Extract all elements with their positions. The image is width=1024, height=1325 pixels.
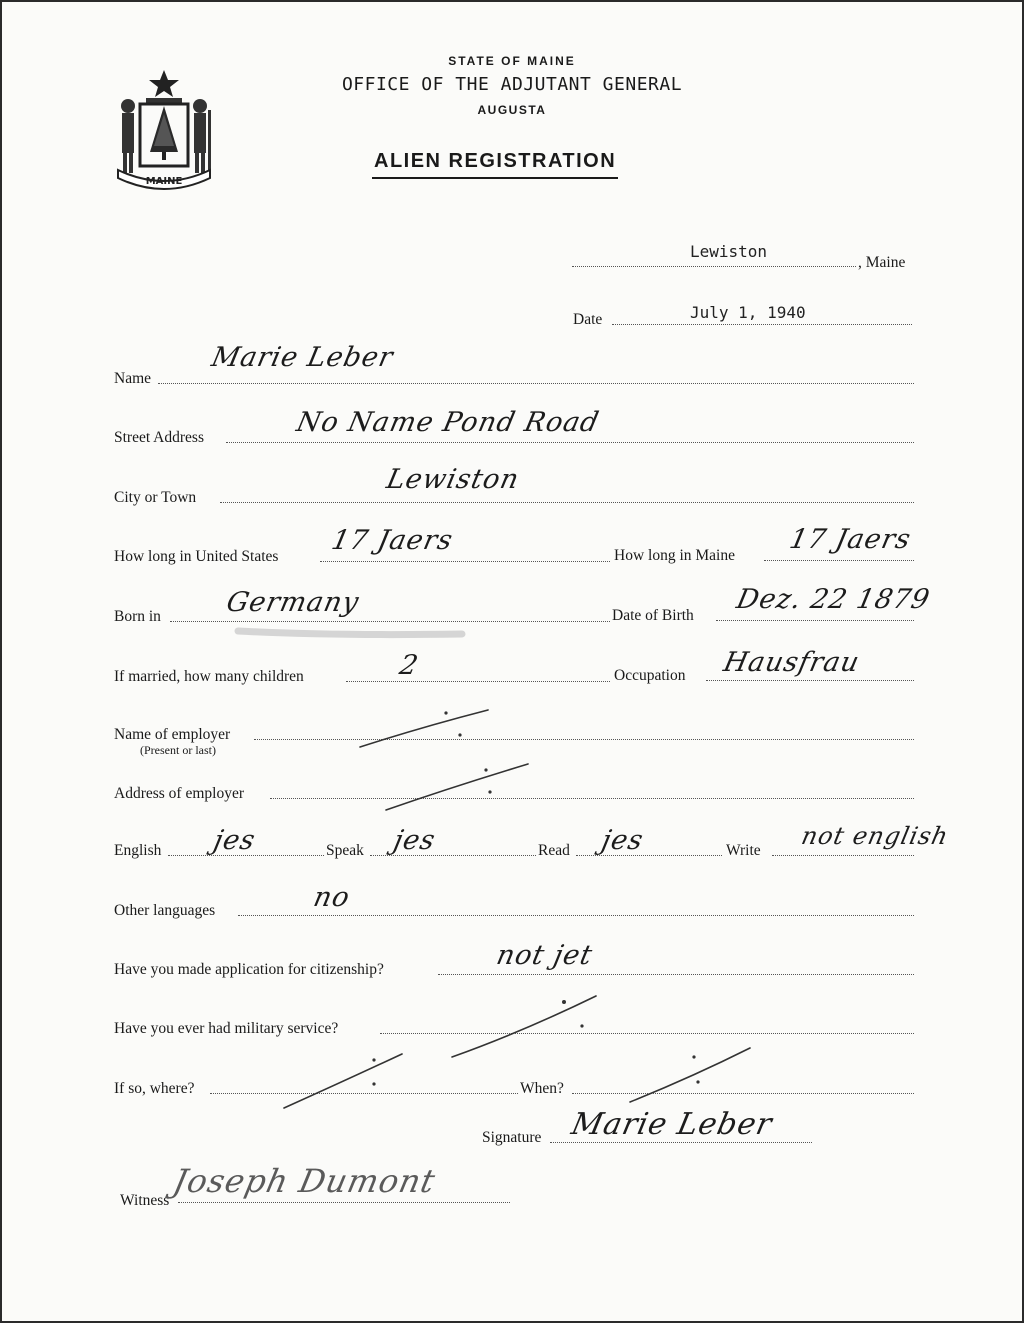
other-languages-line: [238, 915, 914, 916]
date-value: July 1, 1940: [690, 303, 806, 322]
write-line: [772, 855, 914, 856]
born-label: Born in: [114, 608, 161, 625]
other-languages-value: no: [310, 882, 353, 913]
write-label: Write: [726, 842, 761, 859]
employer-note: (Present or last): [140, 743, 216, 757]
seal-lettering: MAINE: [145, 176, 183, 187]
name-label: Name: [114, 370, 152, 387]
date-label: Date: [573, 311, 603, 328]
english-value: jes: [210, 825, 259, 856]
name-line: [158, 383, 914, 384]
read-value: jes: [598, 825, 647, 856]
military-label: Have you ever had military service?: [114, 1020, 339, 1037]
citizenship-label: Have you made application for citizenship?: [114, 961, 384, 978]
date-line: [612, 324, 912, 325]
speak-value: jes: [390, 825, 439, 856]
place-value: Lewiston: [690, 242, 768, 261]
place-line: [572, 266, 856, 267]
maine-time-value: 17 Jaers: [786, 524, 914, 555]
city-heading: AUGUSTA: [477, 103, 547, 117]
employer-address-label: Address of employer: [114, 785, 244, 802]
where-label: If so, where?: [114, 1080, 195, 1097]
military-line: [380, 1033, 914, 1034]
english-label: English: [114, 842, 162, 859]
employer-address-line: [270, 798, 914, 799]
city-label: City or Town: [114, 489, 197, 506]
employer-line: [254, 739, 914, 740]
witness-label: Witness: [120, 1192, 170, 1209]
dob-line: [716, 620, 914, 621]
street-line: [226, 442, 914, 443]
signature-value: Marie Leber: [568, 1107, 776, 1142]
us-time-value: 17 Jaers: [328, 525, 456, 556]
born-value: Germany: [223, 587, 363, 618]
citizenship-line: [438, 974, 914, 975]
when-label: When?: [520, 1080, 564, 1097]
citizenship-value: not jet: [493, 940, 596, 971]
street-value: No Name Pond Road: [293, 407, 603, 438]
other-languages-label: Other languages: [114, 902, 216, 919]
children-value: 2: [396, 650, 422, 681]
city-value: Lewiston: [383, 464, 523, 495]
signature-label: Signature: [482, 1129, 542, 1146]
state-heading: STATE OF MAINE: [448, 54, 576, 68]
children-line: [346, 681, 610, 682]
form-title: ALIEN REGISTRATION: [372, 150, 618, 179]
write-value: not english: [799, 822, 952, 850]
name-value: Marie Leber: [208, 342, 397, 373]
us-time-label: How long in United States: [114, 548, 279, 565]
dob-label: Date of Birth: [612, 607, 694, 624]
employer-label: Name of employer: [114, 726, 231, 743]
signature-line: [550, 1142, 812, 1143]
street-label: Street Address: [114, 429, 204, 446]
witness-line: [178, 1202, 510, 1203]
occupation-label: Occupation: [614, 667, 686, 684]
maine-seal-icon: [110, 66, 218, 194]
occupation-line: [706, 680, 914, 681]
maine-time-label: How long in Maine: [614, 547, 735, 564]
children-label: If married, how many children: [114, 668, 304, 685]
read-label: Read: [538, 842, 570, 859]
blank-field-strokes: [2, 2, 1024, 1325]
witness-value: Joseph Dumont: [169, 1162, 440, 1200]
where-line: [210, 1093, 518, 1094]
maine-label: , Maine: [858, 254, 906, 271]
speak-label: Speak: [326, 842, 364, 859]
dob-value: Dez. 22 1879: [733, 584, 933, 615]
born-line: [170, 621, 610, 622]
us-time-line: [320, 561, 610, 562]
city-line: [220, 502, 914, 503]
maine-time-line: [764, 560, 914, 561]
occupation-value: Hausfrau: [720, 647, 863, 678]
office-heading: OFFICE OF THE ADJUTANT GENERAL: [341, 74, 683, 95]
when-line: [572, 1093, 914, 1094]
